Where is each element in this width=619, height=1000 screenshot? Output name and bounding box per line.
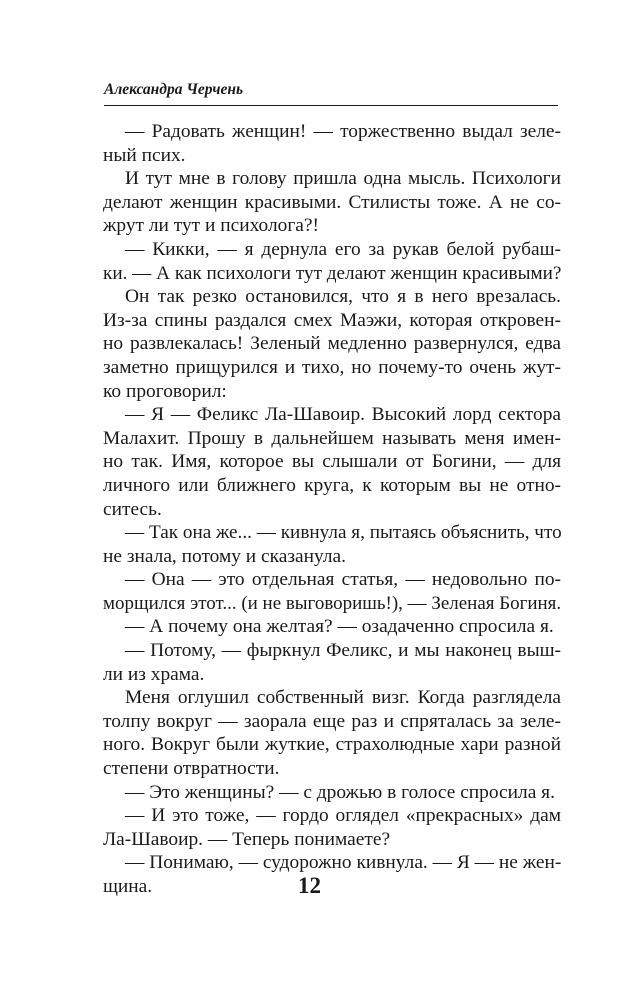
text-line: щина. — [103, 876, 153, 897]
text-line: — Понимаю, — судорожно кивнула. — Я — не жен- — [125, 852, 562, 874]
text-line: но развлекалась! Зеленый медленно развернулся, едва — [103, 333, 561, 355]
text-line: — Это женщины? — с дрожью в голосе спросила я. — [125, 781, 555, 803]
text-line: не знала, потому и сказанула. — [103, 545, 346, 567]
text-line: делают женщин красивыми. Стилисты тоже. А не со- — [103, 191, 561, 213]
text-line: ли из храма. — [103, 663, 205, 685]
running-header — [104, 80, 558, 106]
text-line: ко проговорил: — [103, 380, 227, 402]
text-line: заметно прищурился и тихо, но почему-то очень жут- — [103, 356, 561, 378]
text-line: но так. Имя, которое вы слышали от Богини, — для — [103, 451, 561, 473]
text-line: — Кикки, — я дернула его за рукав белой рубаш- — [125, 238, 561, 260]
text-line: Он так резко остановился, что я в него врезалась. — [125, 286, 561, 308]
text-line: личного или ближнего круга, к которым вы не отно- — [103, 474, 561, 496]
text-line: — Так она же... — кивнула я, пытаясь объяснить, что — [125, 522, 562, 544]
text-line: морщился этот... (и не выговоришь!), — Зеленая Богиня. — [103, 592, 562, 614]
page-number: 12 — [298, 873, 321, 898]
text-line: ситесь. — [103, 498, 162, 520]
text-line: — И это тоже, — гордо оглядел «прекрасных» дам — [125, 805, 561, 827]
text-line: И тут мне в голову пришла одна мысль. Психологи — [125, 168, 561, 190]
text-line: — Радовать женщин! — торжественно выдал зеле- — [125, 121, 561, 142]
text-line: — Потому, — фыркнул Феликс, и мы наконец выш- — [125, 640, 561, 662]
text-line: толпу вокруг — заорала еще раз и спряталась за зеле- — [103, 710, 561, 732]
text-line: — Она — это отдельная статья, — недовольно по- — [125, 569, 561, 591]
text-line: — А почему она желтая? — озадаченно спросила я. — [125, 616, 554, 638]
body-text — [103, 120, 561, 899]
text-line: ного. Вокруг были жуткие, страхолюдные хари разной — [103, 734, 561, 756]
text-line: Из-за спины раздался смех Маэжи, которая откровен- — [103, 309, 561, 331]
text-line: — Я — Феликс Ла-Шавоир. Высокий лорд сектора — [125, 404, 561, 426]
text-line: Малахит. Прошу в дальнейшем называть меня имен- — [103, 427, 561, 449]
text-line: Ла-Шавоир. — Теперь понимаете? — [103, 828, 391, 850]
author-name: Александра Черчень — [104, 81, 244, 98]
text-line: Меня оглушил собственный визг. Когда разглядела — [125, 687, 561, 709]
text-line: ки. — А как психологи тут делают женщин красивыми? — [103, 262, 562, 284]
text-line: степени отвратности. — [103, 758, 280, 780]
text-line: ный псих. — [103, 144, 186, 166]
text-line: жрут ли тут и психолога?! — [103, 215, 319, 237]
